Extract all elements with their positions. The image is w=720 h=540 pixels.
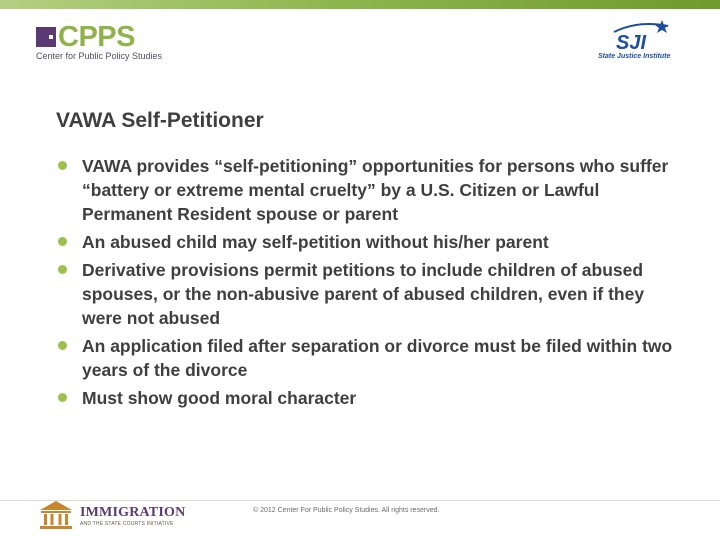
immigration-wordmark: IMMIGRATION bbox=[80, 505, 186, 520]
copyright-text: © 2012 Center For Public Policy Studies. All rights reserved. bbox=[253, 507, 440, 514]
bullet-text: Derivative provisions permit petitions to include children of abused spouses, or the non-abusive parent of abused children, even if they were not abused bbox=[82, 260, 645, 328]
top-accent-bar bbox=[0, 0, 720, 9]
bullet-item bbox=[58, 386, 678, 410]
sji-emblem-icon bbox=[608, 18, 672, 52]
bullet-text: An abused child may self-petition without his/her parent bbox=[82, 232, 549, 252]
sji-tagline: State Justice Institute bbox=[598, 53, 671, 60]
immigration-tagline: AND THE STATE COURTS INITIATIVE bbox=[80, 521, 174, 527]
bullet-dot-icon bbox=[58, 265, 67, 274]
cpps-wordmark: CPPS bbox=[58, 21, 135, 53]
bullet-text: An application filed after separation or divorce must be filed within two years of the divorce bbox=[82, 336, 673, 380]
bullet-item bbox=[58, 230, 678, 254]
bullet-item bbox=[58, 258, 678, 330]
bullet-dot-icon bbox=[58, 341, 67, 350]
sji-logo bbox=[592, 18, 684, 64]
immigration-logo bbox=[36, 498, 186, 534]
cpps-square-mark bbox=[36, 27, 56, 47]
bullet-text: VAWA provides “self-petitioning” opportunities for persons who suffer “battery or extreme mental cruelty” by a U.S. Citizen or Lawful Permanent Resident spouse or parent bbox=[82, 156, 669, 224]
bullet-dot-icon bbox=[58, 393, 67, 402]
bullet-list bbox=[58, 154, 678, 414]
cpps-tagline: Center for Public Policy Studies bbox=[36, 51, 163, 61]
cpps-logo bbox=[34, 22, 174, 66]
bullet-text: Must show good moral character bbox=[82, 388, 357, 408]
courthouse-icon bbox=[36, 498, 76, 532]
bullet-item bbox=[58, 334, 678, 382]
bullet-dot-icon bbox=[58, 237, 67, 246]
sji-wordmark: SJI bbox=[616, 32, 647, 52]
bullet-dot-icon bbox=[58, 161, 67, 170]
slide-title: VAWA Self-Petitioner bbox=[56, 109, 264, 132]
bullet-item bbox=[58, 154, 678, 226]
